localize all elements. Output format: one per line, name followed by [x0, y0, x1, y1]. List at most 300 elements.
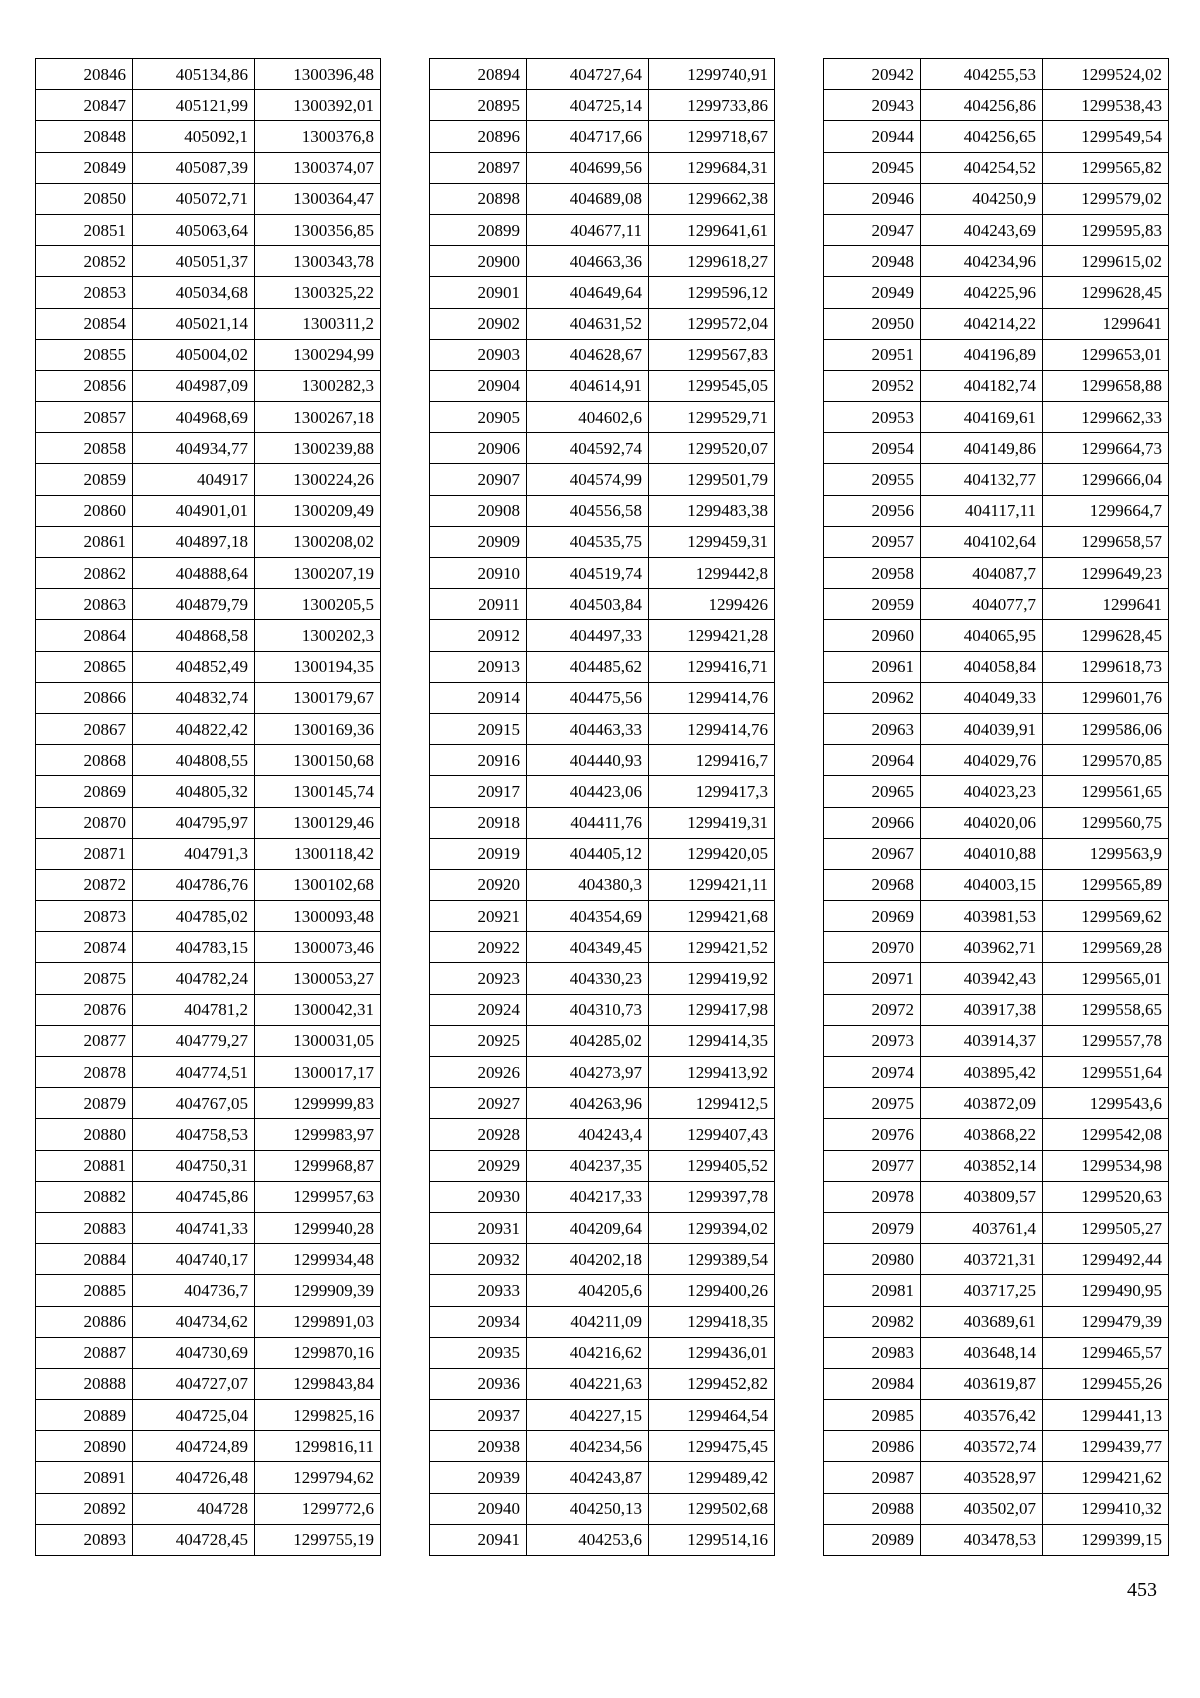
point-number-cell: 20870: [36, 807, 133, 838]
x-coordinate-cell: 404852,49: [133, 651, 255, 682]
y-coordinate-cell: 1299421,68: [649, 901, 775, 932]
table-row: [430, 713, 775, 744]
point-number-cell: 20895: [430, 90, 527, 121]
point-number-cell: 20982: [824, 1306, 921, 1337]
table-row: [36, 526, 381, 557]
point-number-cell: 20879: [36, 1088, 133, 1119]
y-coordinate-cell: 1299414,76: [649, 682, 775, 713]
x-coordinate-cell: 404310,73: [527, 994, 649, 1025]
table-row: [824, 402, 1169, 433]
point-number-cell: 20851: [36, 214, 133, 245]
x-coordinate-cell: 403502,07: [921, 1493, 1043, 1524]
x-coordinate-cell: 404132,77: [921, 464, 1043, 495]
y-coordinate-cell: 1299579,02: [1043, 183, 1169, 214]
table-row: [430, 1244, 775, 1275]
point-number-cell: 20964: [824, 745, 921, 776]
y-coordinate-cell: 1299586,06: [1043, 713, 1169, 744]
table-row: [36, 277, 381, 308]
x-coordinate-cell: 404917: [133, 464, 255, 495]
table-row: [824, 558, 1169, 589]
y-coordinate-cell: 1299662,33: [1043, 402, 1169, 433]
point-number-cell: 20861: [36, 526, 133, 557]
table-row: [430, 1337, 775, 1368]
point-number-cell: 20951: [824, 339, 921, 370]
x-coordinate-cell: 404774,51: [133, 1057, 255, 1088]
x-coordinate-cell: 403914,37: [921, 1025, 1043, 1056]
x-coordinate-cell: 404614,91: [527, 370, 649, 401]
x-coordinate-cell: 403648,14: [921, 1337, 1043, 1368]
x-coordinate-cell: 403619,87: [921, 1368, 1043, 1399]
x-coordinate-cell: 403717,25: [921, 1275, 1043, 1306]
point-number-cell: 20925: [430, 1025, 527, 1056]
y-coordinate-cell: 1300294,99: [255, 339, 381, 370]
x-coordinate-cell: 404243,69: [921, 214, 1043, 245]
table-row: [36, 495, 381, 526]
y-coordinate-cell: 1299934,48: [255, 1244, 381, 1275]
point-number-cell: 20943: [824, 90, 921, 121]
y-coordinate-cell: 1299558,65: [1043, 994, 1169, 1025]
x-coordinate-cell: 404782,24: [133, 963, 255, 994]
point-number-cell: 20918: [430, 807, 527, 838]
x-coordinate-cell: 404102,64: [921, 526, 1043, 557]
x-coordinate-cell: 404214,22: [921, 308, 1043, 339]
point-number-cell: 20923: [430, 963, 527, 994]
point-number-cell: 20933: [430, 1275, 527, 1306]
x-coordinate-cell: 403689,61: [921, 1306, 1043, 1337]
table-row: [824, 838, 1169, 869]
table-row: [36, 308, 381, 339]
y-coordinate-cell: 1299505,27: [1043, 1212, 1169, 1243]
point-number-cell: 20955: [824, 464, 921, 495]
point-number-cell: 20960: [824, 620, 921, 651]
x-coordinate-cell: 404556,58: [527, 495, 649, 526]
table-row: [824, 246, 1169, 277]
table-row: [36, 651, 381, 682]
point-number-cell: 20874: [36, 932, 133, 963]
point-number-cell: 20856: [36, 370, 133, 401]
coordinates-table-3: [823, 58, 1169, 1556]
y-coordinate-cell: 1299529,71: [649, 402, 775, 433]
table-row: [36, 1524, 381, 1555]
table-row: [430, 558, 775, 589]
y-coordinate-cell: 1299405,52: [649, 1150, 775, 1181]
x-coordinate-cell: 404822,42: [133, 713, 255, 744]
x-coordinate-cell: 404677,11: [527, 214, 649, 245]
table-row: [824, 308, 1169, 339]
point-number-cell: 20962: [824, 682, 921, 713]
x-coordinate-cell: 404745,86: [133, 1181, 255, 1212]
x-coordinate-cell: 404023,23: [921, 776, 1043, 807]
table-row: [430, 1306, 775, 1337]
point-number-cell: 20880: [36, 1119, 133, 1150]
point-number-cell: 20871: [36, 838, 133, 869]
point-number-cell: 20881: [36, 1150, 133, 1181]
point-number-cell: 20911: [430, 589, 527, 620]
y-coordinate-cell: 1300396,48: [255, 59, 381, 90]
table-row: [430, 339, 775, 370]
point-number-cell: 20855: [36, 339, 133, 370]
x-coordinate-cell: 404463,33: [527, 713, 649, 744]
y-coordinate-cell: 1299718,67: [649, 121, 775, 152]
point-number-cell: 20852: [36, 246, 133, 277]
x-coordinate-cell: 404717,66: [527, 121, 649, 152]
x-coordinate-cell: 403895,42: [921, 1057, 1043, 1088]
table-row: [824, 1181, 1169, 1212]
x-coordinate-cell: 404225,96: [921, 277, 1043, 308]
x-coordinate-cell: 404227,15: [527, 1400, 649, 1431]
table-row: [430, 807, 775, 838]
y-coordinate-cell: 1299658,88: [1043, 370, 1169, 401]
y-coordinate-cell: 1299543,6: [1043, 1088, 1169, 1119]
y-coordinate-cell: 1299420,05: [649, 838, 775, 869]
y-coordinate-cell: 1299389,54: [649, 1244, 775, 1275]
y-coordinate-cell: 1300224,26: [255, 464, 381, 495]
x-coordinate-cell: 404728,45: [133, 1524, 255, 1555]
point-number-cell: 20848: [36, 121, 133, 152]
x-coordinate-cell: 404503,84: [527, 589, 649, 620]
coordinates-table-1: [35, 58, 381, 1556]
table-row: [824, 932, 1169, 963]
y-coordinate-cell: 1300267,18: [255, 402, 381, 433]
y-coordinate-cell: 1299557,78: [1043, 1025, 1169, 1056]
point-number-cell: 20957: [824, 526, 921, 557]
point-number-cell: 20903: [430, 339, 527, 370]
point-number-cell: 20913: [430, 651, 527, 682]
point-number-cell: 20894: [430, 59, 527, 90]
point-number-cell: 20940: [430, 1493, 527, 1524]
x-coordinate-cell: 404169,61: [921, 402, 1043, 433]
x-coordinate-cell: 403852,14: [921, 1150, 1043, 1181]
table-row: [430, 464, 775, 495]
table-row: [36, 994, 381, 1025]
point-number-cell: 20898: [430, 183, 527, 214]
table-row: [824, 1244, 1169, 1275]
x-coordinate-cell: 403528,97: [921, 1462, 1043, 1493]
table-row: [36, 183, 381, 214]
point-number-cell: 20860: [36, 495, 133, 526]
y-coordinate-cell: 1300017,17: [255, 1057, 381, 1088]
y-coordinate-cell: 1299569,28: [1043, 932, 1169, 963]
point-number-cell: 20970: [824, 932, 921, 963]
point-number-cell: 20952: [824, 370, 921, 401]
table-row: [430, 1119, 775, 1150]
table-row: [36, 1431, 381, 1462]
y-coordinate-cell: 1299534,98: [1043, 1150, 1169, 1181]
x-coordinate-cell: 404380,3: [527, 869, 649, 900]
table-row: [824, 1119, 1169, 1150]
y-coordinate-cell: 1299572,04: [649, 308, 775, 339]
x-coordinate-cell: 404029,76: [921, 745, 1043, 776]
table-row: [430, 1431, 775, 1462]
table-row: [824, 1150, 1169, 1181]
y-coordinate-cell: 1299816,11: [255, 1431, 381, 1462]
table-row: [36, 745, 381, 776]
y-coordinate-cell: 1299957,63: [255, 1181, 381, 1212]
y-coordinate-cell: 1300208,02: [255, 526, 381, 557]
point-number-cell: 20864: [36, 620, 133, 651]
y-coordinate-cell: 1299545,05: [649, 370, 775, 401]
y-coordinate-cell: 1300118,42: [255, 838, 381, 869]
y-coordinate-cell: 1299666,04: [1043, 464, 1169, 495]
table-row: [36, 59, 381, 90]
x-coordinate-cell: 404020,06: [921, 807, 1043, 838]
y-coordinate-cell: 1299565,89: [1043, 869, 1169, 900]
y-coordinate-cell: 1300311,2: [255, 308, 381, 339]
table-row: [36, 90, 381, 121]
y-coordinate-cell: 1299549,54: [1043, 121, 1169, 152]
point-number-cell: 20869: [36, 776, 133, 807]
table-row: [36, 121, 381, 152]
x-coordinate-cell: 403872,09: [921, 1088, 1043, 1119]
y-coordinate-cell: 1299414,76: [649, 713, 775, 744]
y-coordinate-cell: 1299628,45: [1043, 277, 1169, 308]
point-number-cell: 20899: [430, 214, 527, 245]
point-number-cell: 20968: [824, 869, 921, 900]
x-coordinate-cell: 404182,74: [921, 370, 1043, 401]
x-coordinate-cell: 404209,64: [527, 1212, 649, 1243]
point-number-cell: 20931: [430, 1212, 527, 1243]
x-coordinate-cell: 403721,31: [921, 1244, 1043, 1275]
table-row: [36, 963, 381, 994]
point-number-cell: 20945: [824, 152, 921, 183]
point-number-cell: 20959: [824, 589, 921, 620]
y-coordinate-cell: 1300179,67: [255, 682, 381, 713]
y-coordinate-cell: 1300093,48: [255, 901, 381, 932]
x-coordinate-cell: 404049,33: [921, 682, 1043, 713]
point-number-cell: 20884: [36, 1244, 133, 1275]
y-coordinate-cell: 1299825,16: [255, 1400, 381, 1431]
y-coordinate-cell: 1299794,62: [255, 1462, 381, 1493]
point-number-cell: 20987: [824, 1462, 921, 1493]
point-number-cell: 20889: [36, 1400, 133, 1431]
x-coordinate-cell: 404423,06: [527, 776, 649, 807]
table-row: [430, 1368, 775, 1399]
x-coordinate-cell: 404897,18: [133, 526, 255, 557]
table-row: [36, 1275, 381, 1306]
table-row: [824, 152, 1169, 183]
table-row: [36, 620, 381, 651]
point-number-cell: 20963: [824, 713, 921, 744]
point-number-cell: 20907: [430, 464, 527, 495]
y-coordinate-cell: 1299416,7: [649, 745, 775, 776]
point-number-cell: 20946: [824, 183, 921, 214]
table-row: [430, 308, 775, 339]
point-number-cell: 20876: [36, 994, 133, 1025]
point-number-cell: 20984: [824, 1368, 921, 1399]
y-coordinate-cell: 1299394,02: [649, 1212, 775, 1243]
x-coordinate-cell: 404196,89: [921, 339, 1043, 370]
y-coordinate-cell: 1299421,28: [649, 620, 775, 651]
x-coordinate-cell: 404058,84: [921, 651, 1043, 682]
x-coordinate-cell: 404934,77: [133, 433, 255, 464]
y-coordinate-cell: 1300129,46: [255, 807, 381, 838]
x-coordinate-cell: 404725,04: [133, 1400, 255, 1431]
table-row: [824, 464, 1169, 495]
table-row: [824, 121, 1169, 152]
table-row: [824, 963, 1169, 994]
point-number-cell: 20890: [36, 1431, 133, 1462]
x-coordinate-cell: 404832,74: [133, 682, 255, 713]
point-number-cell: 20976: [824, 1119, 921, 1150]
x-coordinate-cell: 403942,43: [921, 963, 1043, 994]
y-coordinate-cell: 1299563,9: [1043, 838, 1169, 869]
point-number-cell: 20904: [430, 370, 527, 401]
y-coordinate-cell: 1299514,16: [649, 1524, 775, 1555]
x-coordinate-cell: 404783,15: [133, 932, 255, 963]
point-number-cell: 20917: [430, 776, 527, 807]
table-row: [430, 651, 775, 682]
point-number-cell: 20887: [36, 1337, 133, 1368]
table-row: [36, 214, 381, 245]
y-coordinate-cell: 1299542,08: [1043, 1119, 1169, 1150]
point-number-cell: 20878: [36, 1057, 133, 1088]
point-number-cell: 20858: [36, 433, 133, 464]
table-row: [36, 1088, 381, 1119]
table-row: [430, 682, 775, 713]
point-number-cell: 20906: [430, 433, 527, 464]
y-coordinate-cell: 1299658,57: [1043, 526, 1169, 557]
x-coordinate-cell: 404727,64: [527, 59, 649, 90]
table-row: [824, 1524, 1169, 1555]
table-row: [430, 90, 775, 121]
y-coordinate-cell: 1300282,3: [255, 370, 381, 401]
x-coordinate-cell: 404592,74: [527, 433, 649, 464]
y-coordinate-cell: 1299501,79: [649, 464, 775, 495]
y-coordinate-cell: 1299909,39: [255, 1275, 381, 1306]
x-coordinate-cell: 404736,7: [133, 1275, 255, 1306]
y-coordinate-cell: 1299475,45: [649, 1431, 775, 1462]
x-coordinate-cell: 404725,14: [527, 90, 649, 121]
y-coordinate-cell: 1299441,13: [1043, 1400, 1169, 1431]
table-row: [430, 1088, 775, 1119]
table-row: [824, 994, 1169, 1025]
x-coordinate-cell: 404354,69: [527, 901, 649, 932]
y-coordinate-cell: 1299641: [1043, 308, 1169, 339]
point-number-cell: 20850: [36, 183, 133, 214]
table-row: [430, 620, 775, 651]
point-number-cell: 20949: [824, 277, 921, 308]
point-number-cell: 20846: [36, 59, 133, 90]
table-row: [824, 90, 1169, 121]
point-number-cell: 20867: [36, 713, 133, 744]
x-coordinate-cell: 404254,52: [921, 152, 1043, 183]
x-coordinate-cell: 403962,71: [921, 932, 1043, 963]
y-coordinate-cell: 1299618,27: [649, 246, 775, 277]
point-number-cell: 20909: [430, 526, 527, 557]
y-coordinate-cell: 1299452,82: [649, 1368, 775, 1399]
x-coordinate-cell: 405063,64: [133, 214, 255, 245]
table-row: [430, 1057, 775, 1088]
y-coordinate-cell: 1299419,92: [649, 963, 775, 994]
table-row: [824, 370, 1169, 401]
y-coordinate-cell: 1299483,38: [649, 495, 775, 526]
point-number-cell: 20926: [430, 1057, 527, 1088]
point-number-cell: 20920: [430, 869, 527, 900]
x-coordinate-cell: 404349,45: [527, 932, 649, 963]
y-coordinate-cell: 1299940,28: [255, 1212, 381, 1243]
x-coordinate-cell: 403917,38: [921, 994, 1043, 1025]
table-row: [824, 183, 1169, 214]
y-coordinate-cell: 1299416,71: [649, 651, 775, 682]
y-coordinate-cell: 1299968,87: [255, 1150, 381, 1181]
table-row: [36, 838, 381, 869]
point-number-cell: 20939: [430, 1462, 527, 1493]
y-coordinate-cell: 1299459,31: [649, 526, 775, 557]
table-row: [36, 901, 381, 932]
x-coordinate-cell: 404087,7: [921, 558, 1043, 589]
y-coordinate-cell: 1300376,8: [255, 121, 381, 152]
y-coordinate-cell: 1300207,19: [255, 558, 381, 589]
table-row: [824, 277, 1169, 308]
y-coordinate-cell: 1300202,3: [255, 620, 381, 651]
x-coordinate-cell: 404740,17: [133, 1244, 255, 1275]
y-coordinate-cell: 1299455,26: [1043, 1368, 1169, 1399]
x-coordinate-cell: 404689,08: [527, 183, 649, 214]
x-coordinate-cell: 403809,57: [921, 1181, 1043, 1212]
x-coordinate-cell: 403572,74: [921, 1431, 1043, 1462]
x-coordinate-cell: 404256,86: [921, 90, 1043, 121]
y-coordinate-cell: 1299891,03: [255, 1306, 381, 1337]
table-row: [824, 1025, 1169, 1056]
point-number-cell: 20910: [430, 558, 527, 589]
table-row: [430, 1275, 775, 1306]
table-row: [430, 433, 775, 464]
x-coordinate-cell: 404781,2: [133, 994, 255, 1025]
x-coordinate-cell: 404485,62: [527, 651, 649, 682]
x-coordinate-cell: 404758,53: [133, 1119, 255, 1150]
x-coordinate-cell: 404724,89: [133, 1431, 255, 1462]
point-number-cell: 20961: [824, 651, 921, 682]
x-coordinate-cell: 405092,1: [133, 121, 255, 152]
point-number-cell: 20973: [824, 1025, 921, 1056]
point-number-cell: 20947: [824, 214, 921, 245]
page-number: 453: [1127, 1579, 1157, 1601]
point-number-cell: 20981: [824, 1275, 921, 1306]
table-row: [824, 1275, 1169, 1306]
table-row: [36, 682, 381, 713]
table-row: [36, 1244, 381, 1275]
x-coordinate-cell: 404649,64: [527, 277, 649, 308]
table-row: [430, 526, 775, 557]
point-number-cell: 20882: [36, 1181, 133, 1212]
table-row: [824, 901, 1169, 932]
x-coordinate-cell: 404741,33: [133, 1212, 255, 1243]
table-row: [430, 1493, 775, 1524]
point-number-cell: 20944: [824, 121, 921, 152]
point-number-cell: 20932: [430, 1244, 527, 1275]
y-coordinate-cell: 1300239,88: [255, 433, 381, 464]
y-coordinate-cell: 1299442,8: [649, 558, 775, 589]
y-coordinate-cell: 1300145,74: [255, 776, 381, 807]
y-coordinate-cell: 1299567,83: [649, 339, 775, 370]
y-coordinate-cell: 1299419,31: [649, 807, 775, 838]
point-number-cell: 20875: [36, 963, 133, 994]
x-coordinate-cell: 405072,71: [133, 183, 255, 214]
y-coordinate-cell: 1299983,97: [255, 1119, 381, 1150]
table-row: [824, 807, 1169, 838]
table-row: [824, 1462, 1169, 1493]
y-coordinate-cell: 1299413,92: [649, 1057, 775, 1088]
point-number-cell: 20849: [36, 152, 133, 183]
table-row: [430, 1150, 775, 1181]
point-number-cell: 20937: [430, 1400, 527, 1431]
x-coordinate-cell: 404065,95: [921, 620, 1043, 651]
point-number-cell: 20980: [824, 1244, 921, 1275]
y-coordinate-cell: 1300209,49: [255, 495, 381, 526]
table-row: [36, 402, 381, 433]
y-coordinate-cell: 1299490,95: [1043, 1275, 1169, 1306]
point-number-cell: 20865: [36, 651, 133, 682]
